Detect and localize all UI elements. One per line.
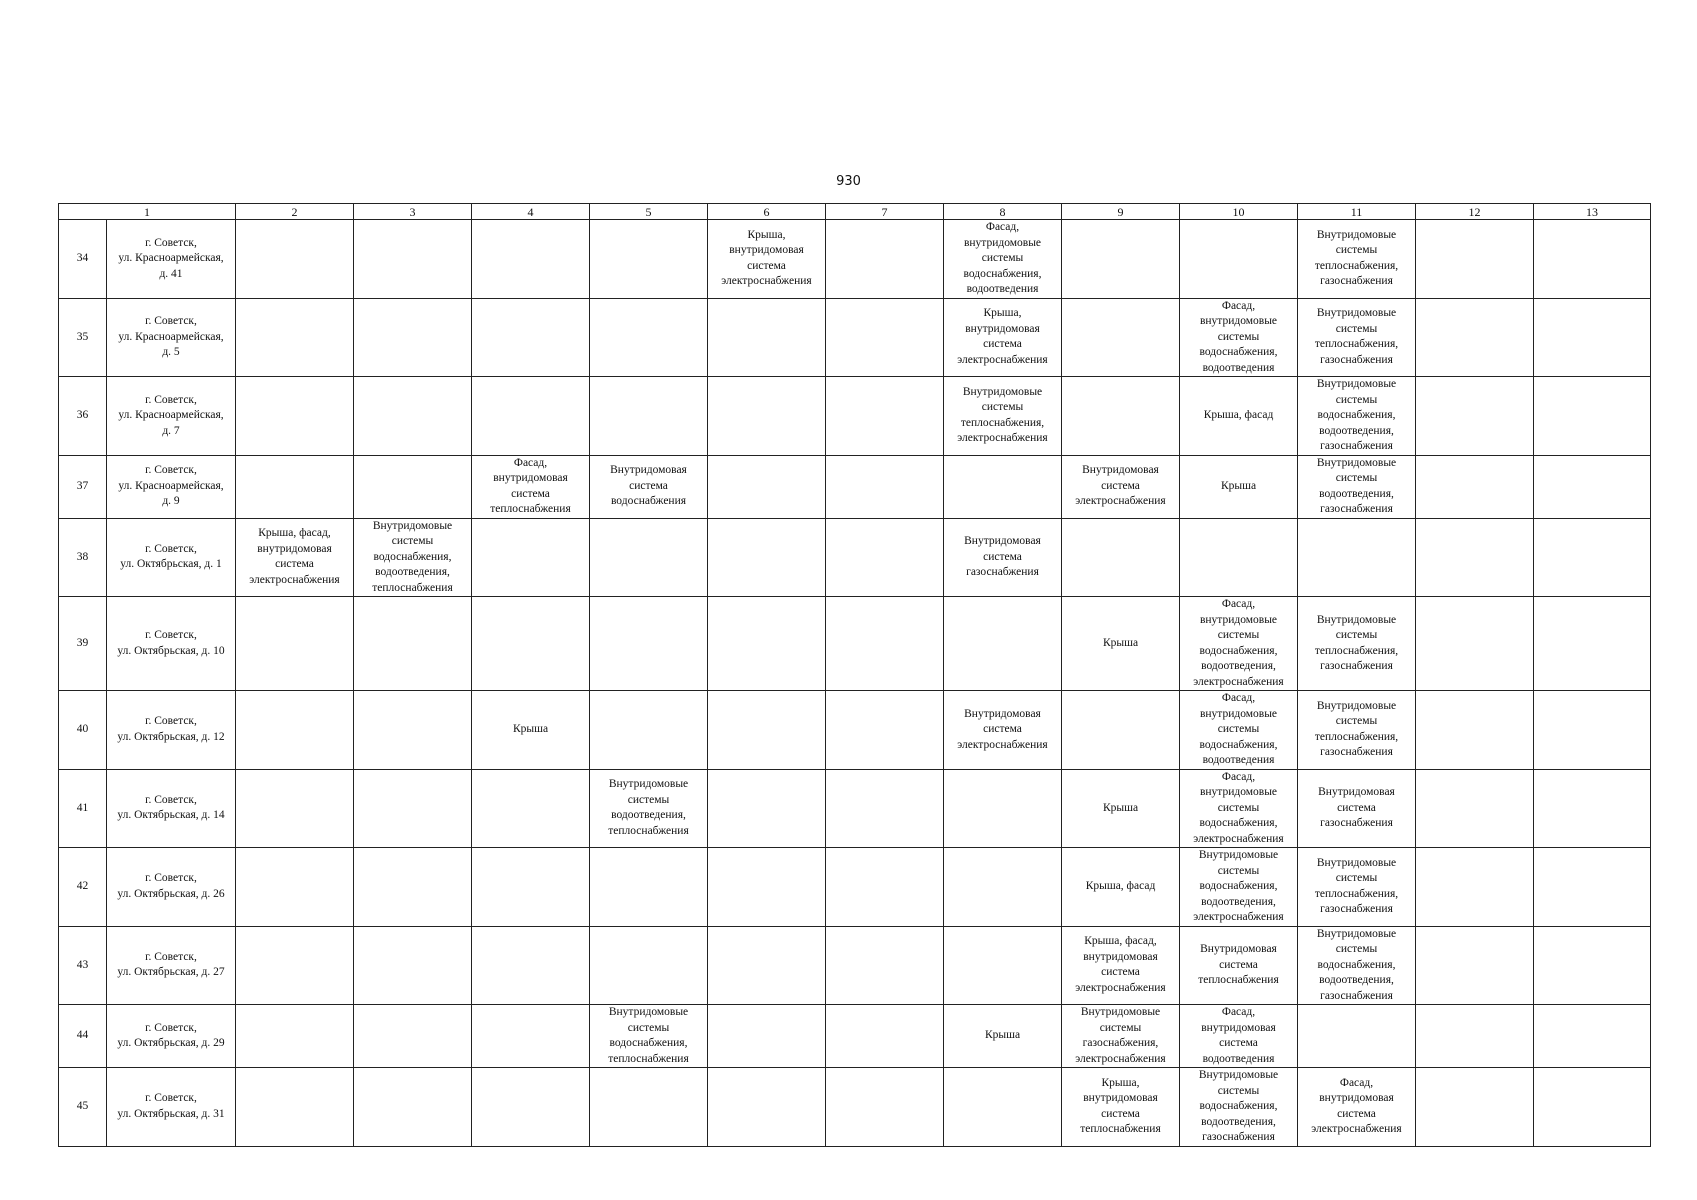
work-cell-col-9: Крыша [1062, 769, 1180, 848]
table-row [59, 1005, 1651, 1068]
table-row [59, 769, 1651, 848]
work-cell-col-2 [236, 1005, 354, 1068]
work-cell-col-2: Крыша, фасад, внутридомовая система электроснабжения [236, 518, 354, 597]
work-cell-col-12 [1416, 691, 1534, 770]
work-cell-col-5 [590, 377, 708, 456]
work-cell-col-2 [236, 298, 354, 377]
work-cell-col-6: Крыша, внутридомовая система электроснабжения [708, 220, 826, 299]
work-cell-col-8: Фасад, внутридомовые системы водоснабжения, водоотведения [944, 220, 1062, 299]
work-cell-col-2 [236, 597, 354, 691]
work-cell-col-7 [826, 1068, 944, 1147]
work-cell-col-5 [590, 597, 708, 691]
work-cell-col-10 [1180, 518, 1298, 597]
table-row [59, 518, 1651, 597]
work-cell-col-12 [1416, 1068, 1534, 1147]
work-cell-col-13 [1534, 455, 1651, 518]
work-cell-col-7 [826, 597, 944, 691]
work-cell-col-8: Внутридомовые системы теплоснабжения, электроснабжения [944, 377, 1062, 456]
column-header-13: 13 [1534, 204, 1651, 220]
work-cell-col-9: Крыша, внутридомовая система теплоснабжения [1062, 1068, 1180, 1147]
address-cell: г. Советск, ул. Октябрьская, д. 26 [107, 848, 236, 927]
work-cell-col-4 [472, 926, 590, 1005]
table-row [59, 597, 1651, 691]
work-cell-col-9: Крыша [1062, 597, 1180, 691]
address-cell: г. Советск, ул. Красноармейская, д. 5 [107, 298, 236, 377]
row-number: 35 [59, 298, 107, 377]
table-row [59, 926, 1651, 1005]
work-cell-col-7 [826, 455, 944, 518]
work-cell-col-6 [708, 848, 826, 927]
work-cell-col-13 [1534, 377, 1651, 456]
work-cell-col-5 [590, 220, 708, 299]
column-header-3: 3 [354, 204, 472, 220]
work-cell-col-11: Внутридомовые системы водоотведения, газоснабжения [1298, 455, 1416, 518]
work-cell-col-7 [826, 691, 944, 770]
row-number: 42 [59, 848, 107, 927]
work-cell-col-10: Фасад, внутридомовые системы водоснабжения, электроснабжения [1180, 769, 1298, 848]
work-cell-col-8: Крыша, внутридомовая система электроснабжения [944, 298, 1062, 377]
work-cell-col-10: Внутридомовая система теплоснабжения [1180, 926, 1298, 1005]
work-cell-col-10: Крыша [1180, 455, 1298, 518]
work-cell-col-2 [236, 377, 354, 456]
address-cell: г. Советск, ул. Октябрьская, д. 14 [107, 769, 236, 848]
work-cell-col-7 [826, 848, 944, 927]
work-cell-col-11: Внутридомовые системы водоснабжения, водоотведения, газоснабжения [1298, 926, 1416, 1005]
work-cell-col-13 [1534, 926, 1651, 1005]
work-cell-col-2 [236, 220, 354, 299]
column-header-10: 10 [1180, 204, 1298, 220]
work-cell-col-4 [472, 220, 590, 299]
work-cell-col-10: Внутридомовые системы водоснабжения, водоотведения, электроснабжения [1180, 848, 1298, 927]
table-row [59, 1068, 1651, 1147]
work-cell-col-9 [1062, 691, 1180, 770]
table-row [59, 691, 1651, 770]
column-header-12: 12 [1416, 204, 1534, 220]
work-cell-col-12 [1416, 377, 1534, 456]
work-cell-col-11: Внутридомовая система газоснабжения [1298, 769, 1416, 848]
work-cell-col-6 [708, 1005, 826, 1068]
work-cell-col-11: Внутридомовые системы теплоснабжения, газоснабжения [1298, 848, 1416, 927]
work-cell-col-6 [708, 377, 826, 456]
work-cell-col-13 [1534, 1068, 1651, 1147]
work-cell-col-7 [826, 377, 944, 456]
work-cell-col-5 [590, 518, 708, 597]
work-cell-col-9 [1062, 220, 1180, 299]
address-cell: г. Советск, ул. Красноармейская, д. 41 [107, 220, 236, 299]
repair-schedule-table [58, 203, 1651, 1147]
work-cell-col-9 [1062, 518, 1180, 597]
page-number: 930 [836, 174, 861, 189]
work-cell-col-3 [354, 597, 472, 691]
work-cell-col-7 [826, 926, 944, 1005]
work-cell-col-8 [944, 1068, 1062, 1147]
work-cell-col-11 [1298, 518, 1416, 597]
address-cell: г. Советск, ул. Красноармейская, д. 7 [107, 377, 236, 456]
address-cell: г. Советск, ул. Октябрьская, д. 10 [107, 597, 236, 691]
work-cell-col-5: Внутридомовые системы водоснабжения, теплоснабжения [590, 1005, 708, 1068]
table-row [59, 220, 1651, 299]
work-cell-col-5 [590, 848, 708, 927]
work-cell-col-5: Внутридомовые системы водоотведения, теплоснабжения [590, 769, 708, 848]
work-cell-col-3 [354, 1005, 472, 1068]
work-cell-col-9: Крыша, фасад, внутридомовая система электроснабжения [1062, 926, 1180, 1005]
work-cell-col-3 [354, 298, 472, 377]
work-cell-col-13 [1534, 298, 1651, 377]
address-cell: г. Советск, ул. Октябрьская, д. 27 [107, 926, 236, 1005]
row-number: 38 [59, 518, 107, 597]
work-cell-col-4 [472, 518, 590, 597]
work-cell-col-7 [826, 298, 944, 377]
work-cell-col-13 [1534, 691, 1651, 770]
work-cell-col-6 [708, 455, 826, 518]
work-cell-col-3 [354, 1068, 472, 1147]
column-header-9: 9 [1062, 204, 1180, 220]
work-cell-col-13 [1534, 1005, 1651, 1068]
table-row [59, 848, 1651, 927]
work-cell-col-12 [1416, 769, 1534, 848]
column-header-7: 7 [826, 204, 944, 220]
work-cell-col-6 [708, 691, 826, 770]
work-cell-col-7 [826, 1005, 944, 1068]
address-cell: г. Советск, ул. Октябрьская, д. 29 [107, 1005, 236, 1068]
work-cell-col-11: Внутридомовые системы теплоснабжения, газоснабжения [1298, 597, 1416, 691]
work-cell-col-7 [826, 769, 944, 848]
work-cell-col-4 [472, 1005, 590, 1068]
address-cell: г. Советск, ул. Октябрьская, д. 31 [107, 1068, 236, 1147]
column-header-5: 5 [590, 204, 708, 220]
work-cell-col-10: Внутридомовые системы водоснабжения, водоотведения, газоснабжения [1180, 1068, 1298, 1147]
row-number: 45 [59, 1068, 107, 1147]
work-cell-col-4: Фасад, внутридомовая система теплоснабжения [472, 455, 590, 518]
work-cell-col-5 [590, 1068, 708, 1147]
work-cell-col-11: Внутридомовые системы теплоснабжения, газоснабжения [1298, 298, 1416, 377]
work-cell-col-2 [236, 1068, 354, 1147]
row-number: 40 [59, 691, 107, 770]
address-cell: г. Советск, ул. Октябрьская, д. 12 [107, 691, 236, 770]
work-cell-col-8: Внутридомовая система газоснабжения [944, 518, 1062, 597]
row-number: 44 [59, 1005, 107, 1068]
work-cell-col-9: Внутридомовая система электроснабжения [1062, 455, 1180, 518]
column-header-4: 4 [472, 204, 590, 220]
table-row [59, 455, 1651, 518]
work-cell-col-11: Внутридомовые системы теплоснабжения, газоснабжения [1298, 691, 1416, 770]
work-cell-col-4 [472, 597, 590, 691]
work-cell-col-12 [1416, 848, 1534, 927]
work-cell-col-8 [944, 848, 1062, 927]
work-cell-col-10: Крыша, фасад [1180, 377, 1298, 456]
work-cell-col-8: Крыша [944, 1005, 1062, 1068]
work-cell-col-5: Внутридомовая система водоснабжения [590, 455, 708, 518]
work-cell-col-9 [1062, 377, 1180, 456]
work-cell-col-12 [1416, 518, 1534, 597]
work-cell-col-4 [472, 848, 590, 927]
work-cell-col-12 [1416, 455, 1534, 518]
column-header-8: 8 [944, 204, 1062, 220]
column-header-2: 2 [236, 204, 354, 220]
table-row [59, 298, 1651, 377]
work-cell-col-11: Внутридомовые системы водоснабжения, водоотведения, газоснабжения [1298, 377, 1416, 456]
work-cell-col-7 [826, 518, 944, 597]
work-cell-col-3 [354, 455, 472, 518]
work-cell-col-3 [354, 848, 472, 927]
work-cell-col-2 [236, 848, 354, 927]
work-cell-col-6 [708, 518, 826, 597]
work-cell-col-6 [708, 1068, 826, 1147]
work-cell-col-6 [708, 298, 826, 377]
work-cell-col-6 [708, 769, 826, 848]
work-cell-col-10: Фасад, внутридомовые системы водоснабжения, водоотведения, электроснабжения [1180, 597, 1298, 691]
work-cell-col-13 [1534, 518, 1651, 597]
work-cell-col-5 [590, 298, 708, 377]
row-number: 39 [59, 597, 107, 691]
row-number: 37 [59, 455, 107, 518]
work-cell-col-11: Внутридомовые системы теплоснабжения, газоснабжения [1298, 220, 1416, 299]
work-cell-col-2 [236, 691, 354, 770]
work-cell-col-12 [1416, 298, 1534, 377]
column-header-6: 6 [708, 204, 826, 220]
table-body [59, 220, 1651, 1147]
work-cell-col-3 [354, 691, 472, 770]
work-cell-col-2 [236, 926, 354, 1005]
work-cell-col-8 [944, 769, 1062, 848]
work-cell-col-13 [1534, 597, 1651, 691]
work-cell-col-12 [1416, 926, 1534, 1005]
work-cell-col-8: Внутридомовая система электроснабжения [944, 691, 1062, 770]
row-number: 41 [59, 769, 107, 848]
work-cell-col-10 [1180, 220, 1298, 299]
work-cell-col-7 [826, 220, 944, 299]
table-header [59, 204, 1651, 220]
work-cell-col-2 [236, 455, 354, 518]
work-cell-col-3 [354, 377, 472, 456]
header-row [59, 204, 1651, 220]
work-cell-col-3 [354, 926, 472, 1005]
work-cell-col-13 [1534, 848, 1651, 927]
work-cell-col-4 [472, 769, 590, 848]
work-cell-col-8 [944, 926, 1062, 1005]
work-cell-col-3 [354, 220, 472, 299]
work-cell-col-10: Фасад, внутридомовые системы водоснабжения, водоотведения [1180, 298, 1298, 377]
work-cell-col-8 [944, 597, 1062, 691]
work-cell-col-11: Фасад, внутридомовая система электроснабжения [1298, 1068, 1416, 1147]
work-cell-col-4 [472, 298, 590, 377]
work-cell-col-12 [1416, 220, 1534, 299]
work-cell-col-4 [472, 377, 590, 456]
work-cell-col-13 [1534, 220, 1651, 299]
work-cell-col-11 [1298, 1005, 1416, 1068]
work-cell-col-12 [1416, 1005, 1534, 1068]
work-cell-col-9: Внутридомовые системы газоснабжения, электроснабжения [1062, 1005, 1180, 1068]
work-cell-col-3 [354, 769, 472, 848]
column-header-1: 1 [59, 204, 236, 220]
work-cell-col-9 [1062, 298, 1180, 377]
work-cell-col-5 [590, 691, 708, 770]
row-number: 36 [59, 377, 107, 456]
work-cell-col-4: Крыша [472, 691, 590, 770]
work-cell-col-5 [590, 926, 708, 1005]
work-cell-col-6 [708, 597, 826, 691]
work-cell-col-3: Внутридомовые системы водоснабжения, водоотведения, теплоснабжения [354, 518, 472, 597]
work-cell-col-10: Фасад, внутридомовая система водоотведения [1180, 1005, 1298, 1068]
work-cell-col-6 [708, 926, 826, 1005]
table-row [59, 377, 1651, 456]
work-cell-col-12 [1416, 597, 1534, 691]
work-cell-col-9: Крыша, фасад [1062, 848, 1180, 927]
work-cell-col-10: Фасад, внутридомовые системы водоснабжения, водоотведения [1180, 691, 1298, 770]
work-cell-col-2 [236, 769, 354, 848]
work-cell-col-4 [472, 1068, 590, 1147]
row-number: 43 [59, 926, 107, 1005]
address-cell: г. Советск, ул. Октябрьская, д. 1 [107, 518, 236, 597]
address-cell: г. Советск, ул. Красноармейская, д. 9 [107, 455, 236, 518]
column-header-11: 11 [1298, 204, 1416, 220]
row-number: 34 [59, 220, 107, 299]
work-cell-col-13 [1534, 769, 1651, 848]
work-cell-col-8 [944, 455, 1062, 518]
